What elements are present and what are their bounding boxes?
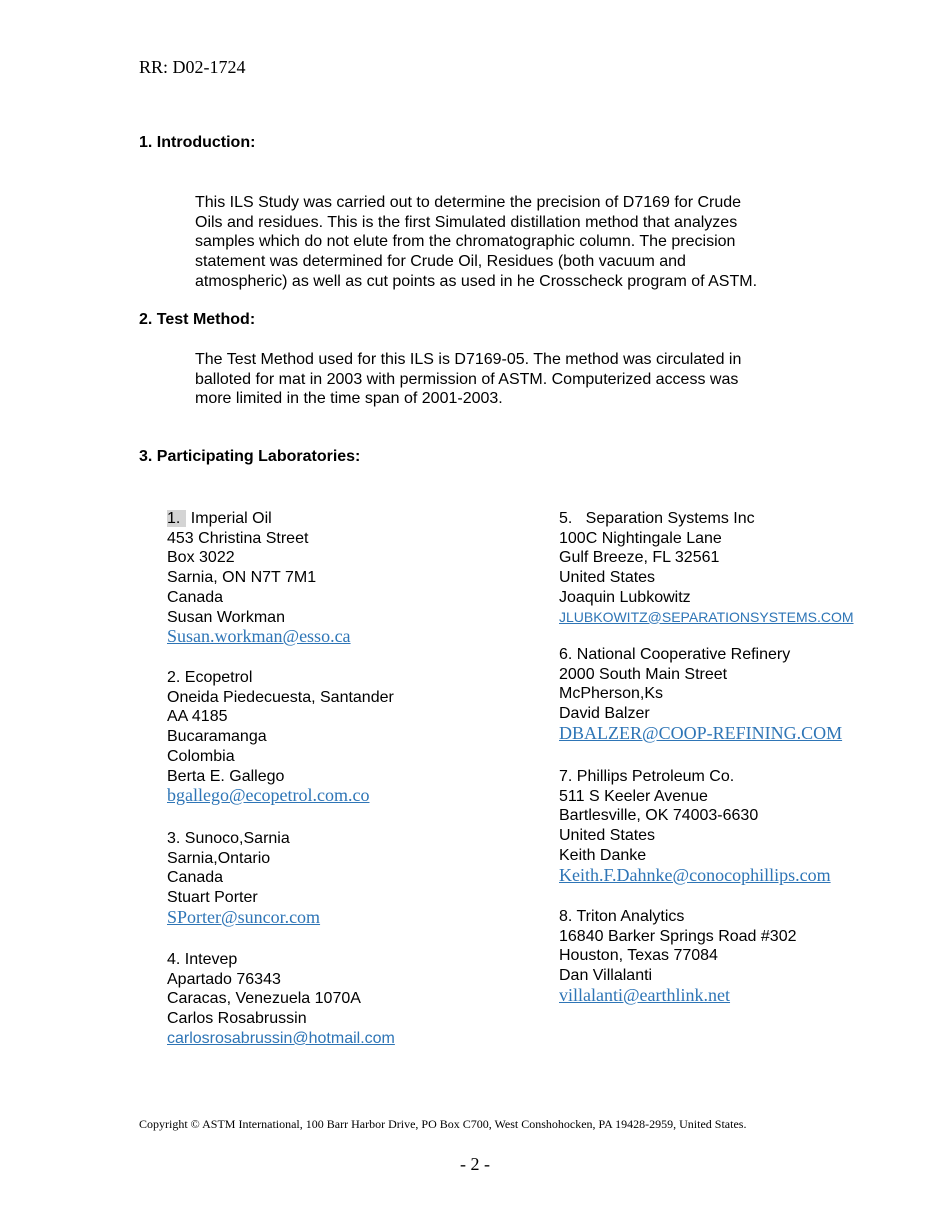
report-id: RR: D02-1724 — [139, 57, 246, 77]
lab-entry-4 — [167, 950, 395, 1049]
lab-title: 6. National Cooperative Refinery — [559, 646, 791, 663]
lab-line: Stuart Porter — [167, 889, 258, 907]
method-line: balloted for mat in 2003 with permission of ASTM. Computerized access was — [195, 370, 739, 388]
method-line: The Test Method used for this ILS is D7169-05. The method was circulated in — [195, 351, 742, 368]
lab-line: Colombia — [167, 747, 235, 765]
lab-line: Gulf Breeze, FL 32561 — [559, 549, 720, 567]
lab-email-link[interactable]: Susan.workman@esso.ca — [167, 626, 351, 647]
lab-line: Box 3022 — [167, 549, 235, 567]
lab-line: McPherson,Ks — [559, 685, 664, 703]
lab-email-link[interactable]: JLUBKOWITZ@SEPARATIONSYSTEMS.COM — [559, 608, 854, 625]
lab-line: Oneida Piedecuesta, Santander — [167, 688, 394, 706]
lab-title: 7. Phillips Petroleum Co. — [559, 768, 735, 785]
lab-line: Joaquin Lubkowitz — [559, 588, 691, 606]
lab-line: Houston, Texas 77084 — [559, 947, 718, 965]
intro-line: statement was determined for Crude Oil, Residues (both vacuum and — [195, 253, 686, 271]
lab-email-link[interactable]: bgallego@ecopetrol.com.co — [167, 785, 370, 806]
lab-email-link[interactable]: DBALZER@COOP-REFINING.COM — [559, 722, 843, 743]
method-line: more limited in the time span of 2001-2003. — [195, 390, 503, 408]
lab-line: Keith Danke — [559, 846, 647, 864]
lab-line: Berta E. Gallego — [167, 767, 285, 785]
intro-line: Oils and residues. This is the first Simulated distillation method that analyzes — [195, 213, 738, 231]
labs-heading: 3. Participating Laboratories: — [139, 448, 361, 465]
lab-line: Canada — [167, 588, 224, 606]
lab-line: 2000 South Main Street — [559, 665, 728, 683]
intro-heading: 1. Introduction: — [139, 134, 256, 151]
lab-entry-2 — [167, 668, 394, 807]
lab-entry-6 — [559, 645, 842, 745]
lab-email-link[interactable]: carlosrosabrussin@hotmail.com — [167, 1029, 395, 1047]
lab-line: United States — [559, 569, 656, 587]
page-number: - 2 - — [460, 1154, 490, 1174]
lab-line: David Balzer — [559, 705, 650, 723]
lab-line: Apartado 76343 — [167, 970, 281, 988]
lab-line: Sarnia, ON N7T 7M1 — [167, 569, 317, 587]
lab-title: 3. Sunoco,Sarnia — [167, 830, 290, 847]
lab-email-link[interactable]: Keith.F.Dahnke@conocophillips.com — [559, 864, 831, 885]
lab-entry-3 — [167, 829, 320, 929]
method-paragraph — [195, 350, 741, 409]
lab-line: Canada — [167, 869, 224, 887]
lab-line: Sarnia,Ontario — [167, 849, 271, 867]
lab-line: 100C Nightingale Lane — [559, 529, 722, 547]
lab-email-link[interactable]: SPorter@suncor.com — [167, 906, 321, 927]
lab-line: Carlos Rosabrussin — [167, 1010, 307, 1028]
intro-line: samples which do not elute from the chromatographic column. The precision — [195, 233, 736, 251]
lab-title: 4. Intevep — [167, 951, 238, 968]
lab-line: AA 4185 — [167, 708, 228, 726]
lab-line: United States — [559, 827, 656, 845]
lab-entry-5 — [559, 509, 854, 627]
lab-line: Bucaramanga — [167, 728, 267, 746]
lab-line: Bartlesville, OK 74003-6630 — [559, 807, 759, 825]
lab-entry-1 — [167, 509, 351, 648]
lab-email-link[interactable]: villalanti@earthlink.net — [559, 984, 731, 1005]
lab-line: 453 Christina Street — [167, 529, 309, 547]
lab-name: Imperial Oil — [190, 510, 272, 527]
lab-line: Susan Workman — [167, 608, 285, 626]
intro-line: This ILS Study was carried out to determine the precision of D7169 for Crude — [195, 194, 742, 211]
intro-paragraph — [195, 193, 757, 292]
lab-entry-8 — [559, 907, 797, 1007]
lab-line: 511 S Keeler Avenue — [559, 787, 708, 805]
lab-entry-7 — [559, 767, 831, 886]
lab-line: 16840 Barker Springs Road #302 — [559, 927, 797, 945]
lab-title: 5. Separation Systems Inc — [559, 510, 755, 527]
copyright-footer: Copyright © ASTM International, 100 Barr Harbor Drive, PO Box C700, West Conshohocken, PA 19428-2959, United States. — [139, 1117, 747, 1131]
lab-title: 2. Ecopetrol — [167, 669, 253, 686]
lab-line: Dan Villalanti — [559, 967, 653, 985]
lab-number: 1. — [167, 510, 186, 527]
lab-title: 8. Triton Analytics — [559, 908, 685, 925]
intro-line: atmospheric) as well as cut points as used in he Crosscheck program of ASTM. — [195, 272, 758, 290]
method-heading: 2. Test Method: — [139, 311, 256, 328]
lab-line: Caracas, Venezuela 1070A — [167, 990, 361, 1008]
